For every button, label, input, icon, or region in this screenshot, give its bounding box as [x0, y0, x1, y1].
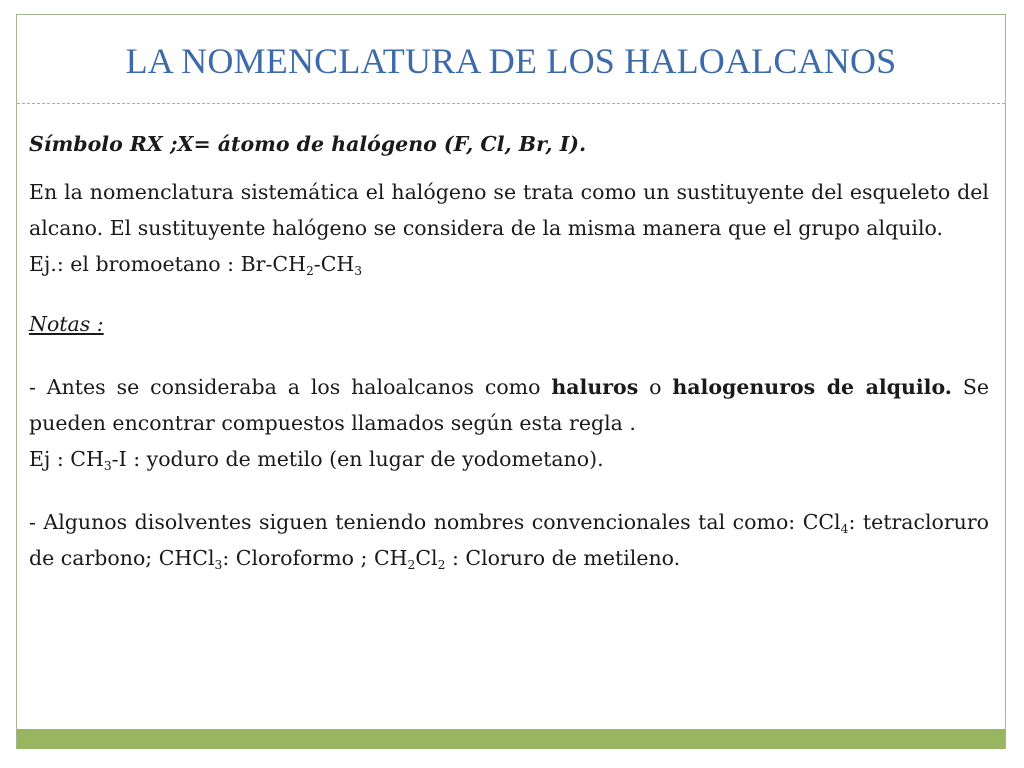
bottom-accent-bar — [17, 729, 1005, 749]
note-solvents: - Algunos disolventes siguen teniendo nombres convencionales tal como: CCl$_4$: tetracloruro de carbono; CHCl$_3$: Cloroformo ; $CH_2Cl_2$ : Cloruro de metileno. — [29, 510, 990, 572]
symbol-line: Símbolo RX ;X= átomo de halógeno (F, Cl, Br, I). — [29, 132, 587, 156]
slide-content — [29, 126, 989, 576]
example-bromoethane: Ej.: el bromoetano : $Br-CH_2-CH_3$ — [29, 252, 363, 278]
notes-heading: Notas : — [29, 312, 104, 336]
note-haluros: - Antes se consideraba a los haloalcanos como haluros o halogenuros de alquilo. Se pueden encontrar compuestos llamados según esta regla . — [29, 375, 989, 435]
paragraph-nomenclature: En la nomenclatura sistemática el halógeno se trata como un sustituyente del esqueleto del alcano. El sustituyente halógeno se considera de la misma manera que el grupo alquilo. — [29, 180, 989, 240]
title-divider — [17, 103, 1005, 104]
example-methyl-iodide: Ej : $CH_3-I$ : yoduro de metilo (en lugar de yodometano). — [29, 447, 604, 473]
slide-title: LA NOMENCLATURA DE LOS HALOALCANOS — [125, 41, 897, 81]
